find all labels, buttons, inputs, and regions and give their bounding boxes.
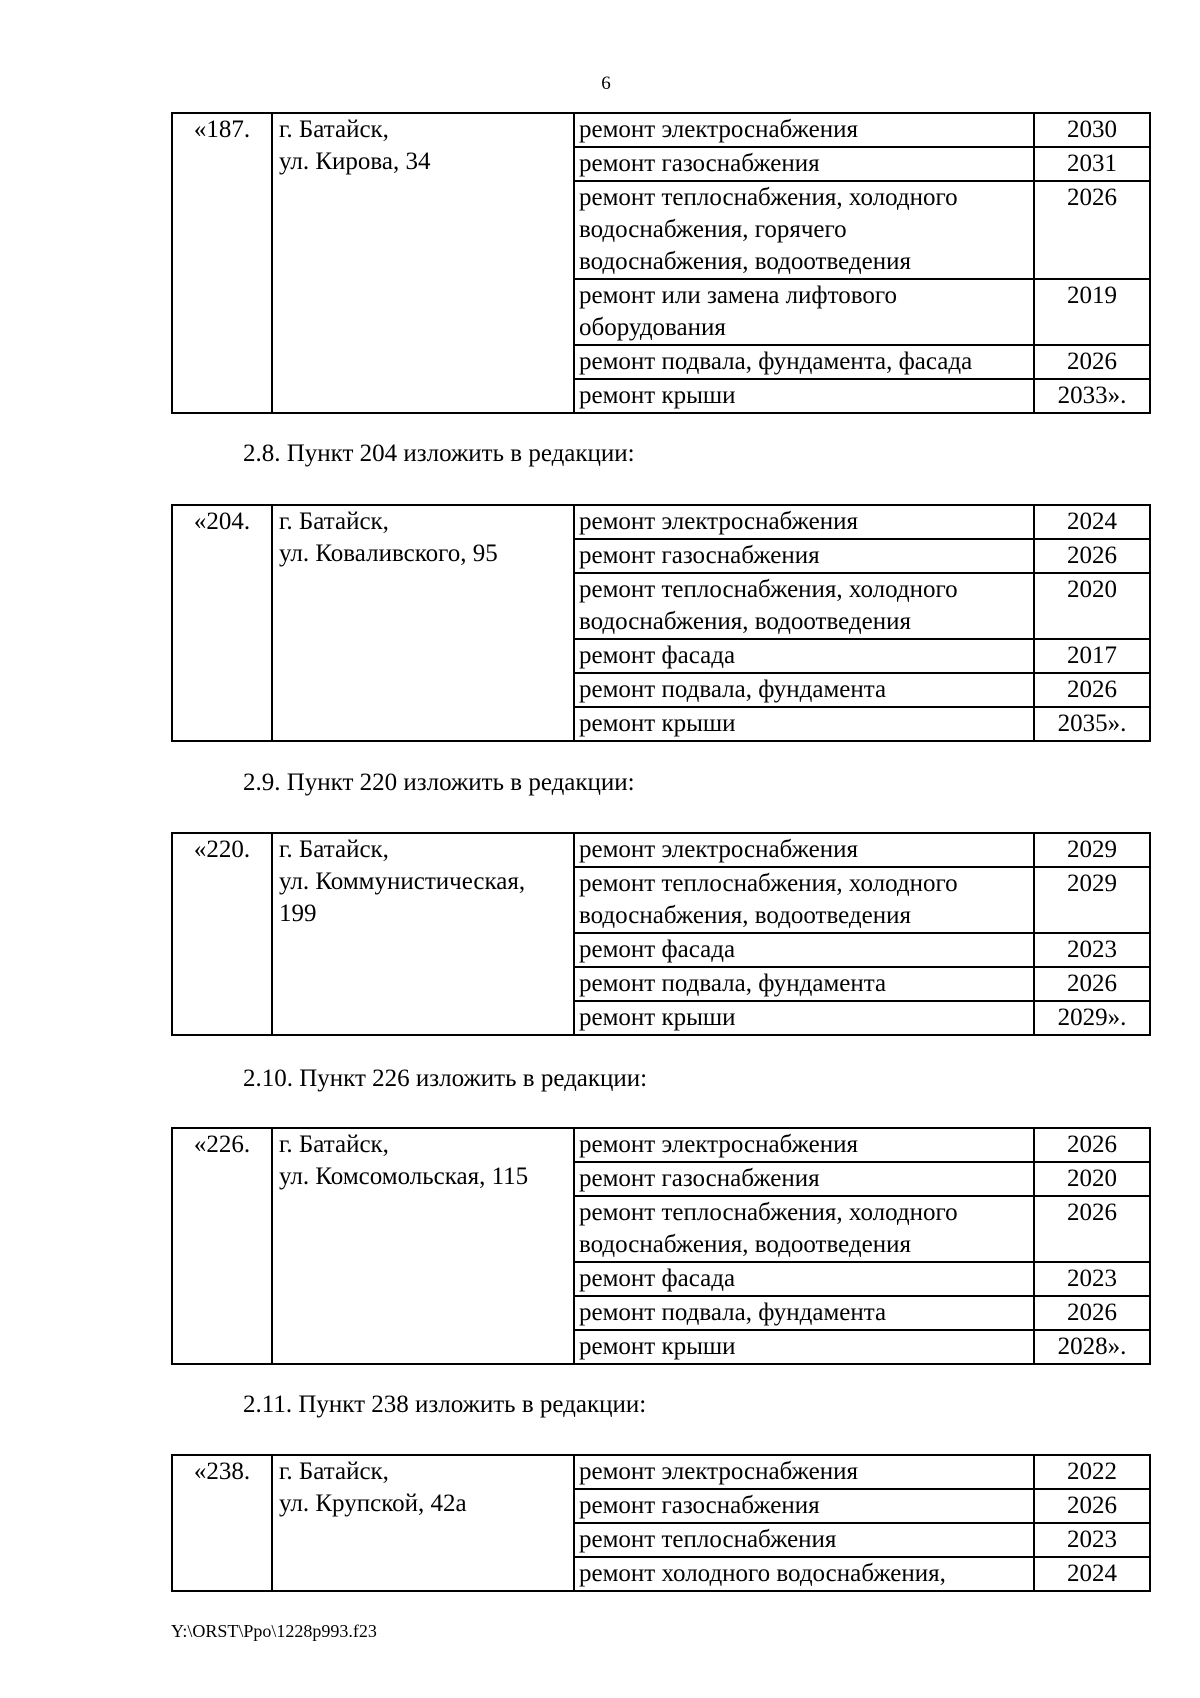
- work-type-cell: [574, 181, 1034, 279]
- item-number: «220.: [172, 833, 272, 1035]
- work-type-line: ремонт газоснабжения: [579, 150, 820, 177]
- work-type-cell: [574, 1128, 1034, 1162]
- work-type-line: ремонт электроснабжения: [579, 836, 858, 863]
- work-type-cell: [574, 1262, 1034, 1296]
- year-cell: 2026: [1034, 181, 1150, 279]
- work-type-line: ремонт крыши: [579, 1004, 736, 1031]
- work-type-cell: [574, 1330, 1034, 1364]
- year-cell: 2026: [1034, 1196, 1150, 1262]
- year-cell: 2026: [1034, 1489, 1150, 1523]
- work-type-line: ремонт электроснабжения: [579, 1458, 858, 1485]
- address-line: ул. Коммунистическая,: [279, 868, 526, 895]
- work-type-line: ремонт газоснабжения: [579, 542, 820, 569]
- work-type-line: ремонт фасада: [579, 936, 736, 963]
- work-type-line: водоснабжения, горячего: [579, 216, 847, 243]
- item-number: «226.: [172, 1128, 272, 1364]
- page-number: 6: [601, 73, 611, 94]
- year-cell: 2029».: [1034, 1001, 1150, 1035]
- work-type-line: ремонт подвала, фундамента: [579, 970, 887, 997]
- year-cell: 2020: [1034, 573, 1150, 639]
- address-line: г. Батайск,: [279, 836, 389, 863]
- work-type-cell: [574, 833, 1034, 867]
- year-cell: 2024: [1034, 1557, 1150, 1591]
- table-row: [172, 1128, 1150, 1162]
- section-heading-2-11: 2.11. Пункт 238 изложить в редакции:: [243, 1391, 647, 1418]
- section-heading-2-9: 2.9. Пункт 220 изложить в редакции:: [243, 769, 635, 796]
- year-cell: 2033».: [1034, 379, 1150, 413]
- repair-table: [171, 1127, 1151, 1365]
- work-type-cell: [574, 379, 1034, 413]
- work-type-line: ремонт подвала, фундамента: [579, 676, 887, 703]
- work-type-line: ремонт теплоснабжения, холодного: [579, 1199, 958, 1226]
- work-type-line: ремонт теплоснабжения, холодного: [579, 870, 958, 897]
- work-type-cell: [574, 573, 1034, 639]
- table-item-187: [171, 112, 1149, 414]
- table-item-238: [171, 1454, 1149, 1592]
- year-cell: 2017: [1034, 639, 1150, 673]
- table-row: [172, 1455, 1150, 1489]
- item-number: «187.: [172, 113, 272, 413]
- address-cell: [272, 1455, 574, 1591]
- table-row: [172, 833, 1150, 867]
- work-type-line: ремонт крыши: [579, 382, 736, 409]
- year-cell: 2023: [1034, 1262, 1150, 1296]
- work-type-line: ремонт теплоснабжения, холодного: [579, 184, 958, 211]
- year-cell: 2023: [1034, 1523, 1150, 1557]
- year-cell: 2028».: [1034, 1330, 1150, 1364]
- work-type-line: ремонт подвала, фундамента, фасада: [579, 348, 973, 375]
- repair-table: [171, 112, 1151, 414]
- table-row: [172, 113, 1150, 147]
- work-type-line: ремонт электроснабжения: [579, 1131, 858, 1158]
- work-type-line: водоснабжения, водоотведения: [579, 608, 911, 635]
- footer-file-path: Y:\ORST\Ppo\1228p993.f23: [171, 1621, 377, 1641]
- year-cell: 2026: [1034, 673, 1150, 707]
- year-cell: 2029: [1034, 867, 1150, 933]
- year-cell: 2026: [1034, 1128, 1150, 1162]
- work-type-cell: [574, 933, 1034, 967]
- year-cell: 2031: [1034, 147, 1150, 181]
- address-line: г. Батайск,: [279, 116, 389, 143]
- work-type-line: оборудования: [579, 314, 726, 341]
- work-type-line: ремонт крыши: [579, 1333, 736, 1360]
- table-item-220: [171, 832, 1149, 1036]
- address-line: г. Батайск,: [279, 508, 389, 535]
- work-type-cell: [574, 113, 1034, 147]
- work-type-cell: [574, 639, 1034, 673]
- work-type-line: водоснабжения, водоотведения: [579, 902, 911, 929]
- work-type-line: водоснабжения, водоотведения: [579, 248, 911, 275]
- work-type-cell: [574, 673, 1034, 707]
- repair-table: [171, 832, 1151, 1036]
- table-item-226: [171, 1127, 1149, 1365]
- year-cell: 2023: [1034, 933, 1150, 967]
- work-type-line: ремонт газоснабжения: [579, 1492, 820, 1519]
- section-heading-2-10: 2.10. Пункт 226 изложить в редакции:: [243, 1065, 648, 1092]
- year-cell: 2026: [1034, 345, 1150, 379]
- year-cell: 2030: [1034, 113, 1150, 147]
- work-type-line: ремонт фасада: [579, 1265, 736, 1292]
- work-type-cell: [574, 147, 1034, 181]
- address-line: ул. Кирова, 34: [279, 148, 431, 175]
- repair-table: [171, 504, 1151, 742]
- address-line: г. Батайск,: [279, 1131, 389, 1158]
- work-type-line: ремонт или замена лифтового: [579, 282, 897, 309]
- repair-table: [171, 1454, 1151, 1592]
- year-cell: 2029: [1034, 833, 1150, 867]
- work-type-cell: [574, 1001, 1034, 1035]
- year-cell: 2019: [1034, 279, 1150, 345]
- work-type-line: водоснабжения, водоотведения: [579, 1231, 911, 1258]
- work-type-cell: [574, 279, 1034, 345]
- work-type-cell: [574, 505, 1034, 539]
- table-item-204: [171, 504, 1149, 742]
- year-cell: 2026: [1034, 967, 1150, 1001]
- work-type-cell: [574, 1557, 1034, 1591]
- work-type-line: ремонт теплоснабжения, холодного: [579, 576, 958, 603]
- address-cell: [272, 113, 574, 413]
- work-type-line: ремонт подвала, фундамента: [579, 1299, 887, 1326]
- work-type-line: ремонт холодного водоснабжения,: [579, 1560, 946, 1587]
- year-cell: 2026: [1034, 539, 1150, 573]
- year-cell: 2035».: [1034, 707, 1150, 741]
- address-line: ул. Крупской, 42а: [279, 1490, 467, 1517]
- year-cell: 2026: [1034, 1296, 1150, 1330]
- address-line: ул. Комсомольская, 115: [279, 1163, 529, 1190]
- work-type-cell: [574, 1489, 1034, 1523]
- work-type-cell: [574, 1455, 1034, 1489]
- table-row: [172, 505, 1150, 539]
- work-type-cell: [574, 1162, 1034, 1196]
- work-type-cell: [574, 1523, 1034, 1557]
- item-number: «238.: [172, 1455, 272, 1591]
- year-cell: 2024: [1034, 505, 1150, 539]
- item-number: «204.: [172, 505, 272, 741]
- work-type-line: ремонт электроснабжения: [579, 116, 858, 143]
- work-type-cell: [574, 1296, 1034, 1330]
- address-line: ул. Коваливского, 95: [279, 540, 498, 567]
- work-type-line: ремонт теплоснабжения: [579, 1526, 837, 1553]
- work-type-cell: [574, 1196, 1034, 1262]
- work-type-line: ремонт газоснабжения: [579, 1165, 820, 1192]
- year-cell: 2022: [1034, 1455, 1150, 1489]
- address-line: 199: [279, 900, 317, 927]
- year-cell: 2020: [1034, 1162, 1150, 1196]
- section-heading-2-8: 2.8. Пункт 204 изложить в редакции:: [243, 440, 635, 467]
- address-line: г. Батайск,: [279, 1458, 389, 1485]
- work-type-cell: [574, 867, 1034, 933]
- work-type-cell: [574, 345, 1034, 379]
- work-type-cell: [574, 539, 1034, 573]
- work-type-cell: [574, 967, 1034, 1001]
- work-type-line: ремонт фасада: [579, 642, 736, 669]
- address-cell: [272, 505, 574, 741]
- work-type-cell: [574, 707, 1034, 741]
- work-type-line: ремонт крыши: [579, 710, 736, 737]
- address-cell: [272, 1128, 574, 1364]
- work-type-line: ремонт электроснабжения: [579, 508, 858, 535]
- address-cell: [272, 833, 574, 1035]
